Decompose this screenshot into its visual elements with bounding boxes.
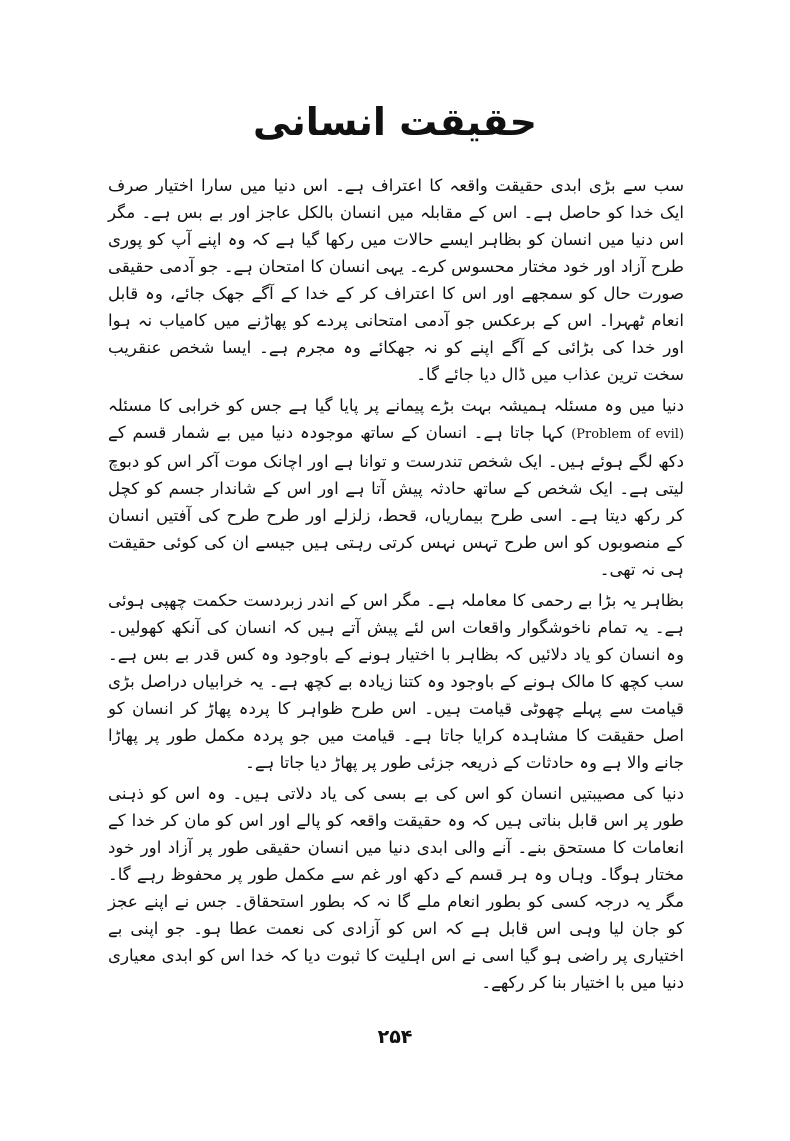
english-term: (Problem of evil) bbox=[571, 427, 685, 442]
paragraph-3: بظاہر یہ بڑا بے رحمی کا معاملہ ہے۔ مگر اس کے اندر زبردست حکمت چھپی ہوئی ہے۔ یہ تمام ناخوشگوار واقعات اس لئے پیش آتے ہیں کہ انسان کی آنکھ کھولیں۔ وہ انسان کو یاد دلائیں کہ بظاہر با اختیار ہونے کے باوجود وہ کس قدر بے بس ہے۔ سب کچھ کا مالک ہونے کے باوجود وہ کتنا زیادہ بے کچھ ہے۔ یہ خرابیاں دراصل بڑی قیامت سے پہلے چھوٹی قیامت ہیں۔ اس طرح ظواہر کا پردہ پھاڑ کر انسان کو اصل حقیقت کا مشاہدہ کرایا جاتا ہے۔ قیامت میں جو پردہ مکمل طور پر پھاڑا جانے والا ہے وہ حادثات کے ذریعہ جزئی طور پر پھاڑ دیا جاتا ہے۔ bbox=[108, 591, 684, 772]
paragraph-2-continuation: کہا جاتا ہے۔ انسان کے ساتھ موجودہ دنیا میں بے شمار قسم کے دکھ لگے ہوئے ہیں۔ ایک شخص تندرست و توانا ہے اور اچانک موت آکر اس کو دبوچ لیتی ہے۔ ایک شخص کے ساتھ حادثہ پیش آتا ہے اور اس کے شاندار جسم کو کچل کر رکھ دیتا ہے۔ اسی طرح بیماریاں، قحط، زلزلے اور طرح طرح کی آفتیں انسان کے منصوبوں کو اس طرح تہس نہس کرتی رہتی ہیں جیسے ان کی کوئی حقیقت ہی نہ تھی۔ bbox=[108, 423, 684, 579]
article-body bbox=[108, 172, 684, 1000]
paragraph-1: سب سے بڑی ابدی حقیقت واقعہ کا اعتراف ہے۔ اس دنیا میں سارا اختیار صرف ایک خدا کو حاصل ہے۔ اس کے مقابلہ میں انسان بالکل عاجز اور بے بس ہے۔ مگر اس دنیا میں انسان کو بظاہر ایسے حالات میں رکھا گیا ہے کہ وہ اپنے آپ کو پوری طرح آزاد اور خود مختار محسوس کرے۔ یہی انسان کا امتحان ہے۔ جو آدمی حقیقی صورت حال کو سمجھے اور اس کا اعتراف کر کے خدا کے آگے جھک جائے، وہ قابل انعام ٹھہرا۔ اس کے برعکس جو آدمی امتحانی پردے کو پھاڑنے میں کامیاب نہ ہوا اور خدا کی بڑائی کے آگے اپنے کو نہ جھکائے وہ مجرم ہے۔ ایسا شخص عنقریب سخت ترین عذاب میں ڈال دیا جائے گا۔ bbox=[108, 176, 684, 384]
page-title: حقیقت انسانی bbox=[253, 100, 537, 144]
paragraph-4: دنیا کی مصیبتیں انسان کو اس کی بے بسی کی یاد دلاتی ہیں۔ وہ اس کو ذہنی طور پر اس قابل بناتی ہیں کہ وہ حقیقت واقعہ کو پالے اور اس کو مان کر خدا کے انعامات کا مستحق بنے۔ آنے والی ابدی دنیا میں انسان حقیقی طور پر آزاد اور خود مختار ہوگا۔ وہاں وہ ہر قسم کے دکھ اور غم سے مکمل طور پر محفوظ رہے گا۔ مگر یہ درجہ کسی کو بطور انعام ملے گا نہ کہ بطور استحقاق۔ جس نے اپنے عجز کو جان لیا وہی اس قابل ہے کہ اس کو آزادی کی نعمت عطا ہو۔ جو اپنی بے اختیاری پر راضی ہو گیا اسی نے اس اہلیت کا ثبوت دیا کہ خدا اس کو ابدی معیاری دنیا میں با اختیار بنا کر رکھے۔ bbox=[108, 784, 684, 992]
paragraph-2 bbox=[108, 392, 684, 583]
paragraph-2-text: دنیا میں وہ مسئلہ ہمیشہ بہت بڑے پیمانے پر پایا گیا ہے جس کو خرابی کا مسئلہ bbox=[108, 396, 684, 415]
page-number: ۲۵۴ bbox=[377, 1026, 413, 1048]
